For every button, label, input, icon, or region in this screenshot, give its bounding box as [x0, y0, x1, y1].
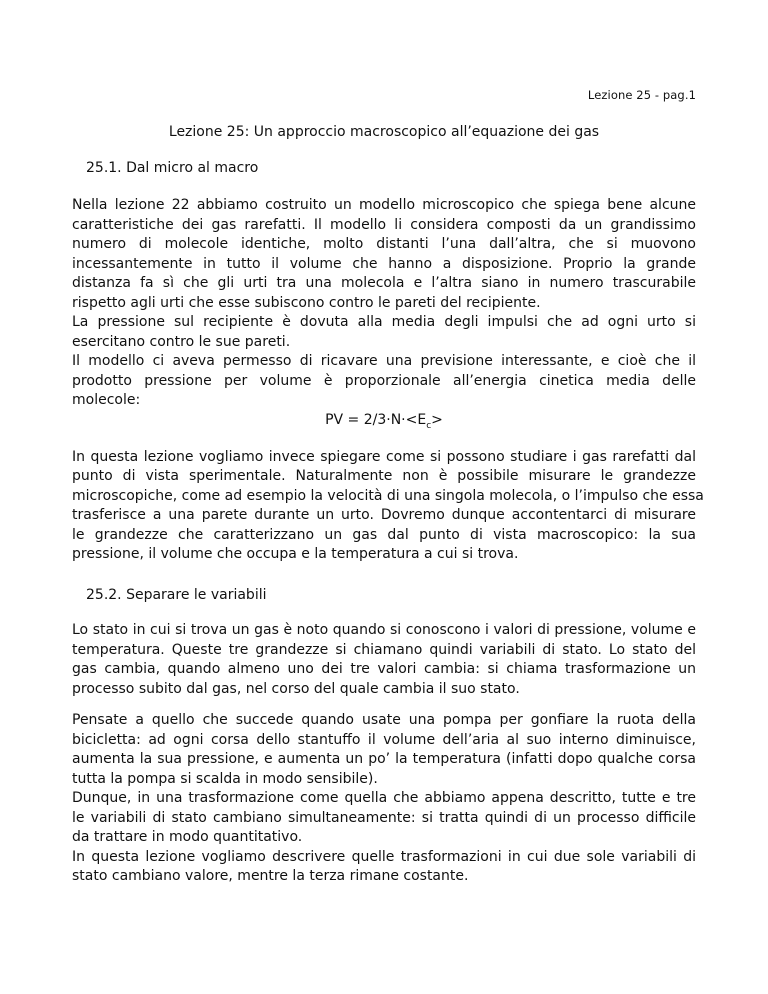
paragraph: [72, 848, 696, 887]
text-line: trasferisce a una parete durante un urto. Dovremo dunque accontentarci di misurare: [72, 507, 696, 524]
paragraph: [72, 448, 704, 565]
text-line: In questa lezione vogliamo descrivere quelle trasformazioni in cui due sole variabili di: [72, 848, 696, 865]
text-line: Pensate a quello che succede quando usate una pompa per gonfiare la ruota della: [72, 712, 696, 728]
text-line: distanza fa sì che gli urti tra una molecola e l’altra siano in numero trascurabile: [72, 275, 696, 291]
text-line: rispetto agli urti che esse subiscono contro le pareti del recipiente.: [72, 294, 541, 311]
page-number-label: Lezione 25 - pag.1: [587, 88, 696, 102]
paragraph: [72, 352, 696, 411]
text-line: punto di vista sperimentale. Naturalmente non è possibile misurare le grandezze: [72, 468, 696, 485]
text-line: tutta la pompa si scalda in modo sensibile).: [72, 770, 378, 787]
section-2-body: [72, 621, 696, 887]
text-line: temperatura. Queste tre grandezze si chiamano quindi variabili di stato. Lo stato del: [72, 641, 696, 658]
text-line: caratteristiche dei gas rarefatti. Il modello li considera composti da un grandissimo: [72, 216, 696, 233]
text-line: Nella lezione 22 abbiamo costruito un modello microscopico che spiega bene alcune: [72, 197, 696, 213]
text-line: le grandezze che caratterizzano un gas dal punto di vista macroscopico: la sua: [72, 526, 696, 543]
text-line: gas cambia, quando almeno uno dei tre valori cambia: si chiama trasformazione un: [72, 661, 696, 677]
paragraph: [72, 789, 696, 848]
text-line: prodotto pressione per volume è proporzionale all’energia cinetica media delle: [72, 372, 696, 389]
text-line: aumenta la sua pressione, e aumenta un po’ la temperatura (infatti dopo qualche corsa: [72, 751, 696, 767]
text-line: processo subito dal gas, nel corso del quale cambia il suo stato.: [72, 680, 520, 697]
text-line: bicicletta: ad ogni corsa dello stantuffo il volume dell’aria al suo interno diminuisce,: [72, 731, 696, 748]
paragraph: [72, 711, 696, 789]
text-line: Lo stato in cui si trova un gas è noto quando si conoscono i valori di pressione, volume e: [72, 622, 696, 638]
text-line: microscopiche, come ad esempio la velocità di una singola molecola, o l’impulso che essa: [72, 487, 704, 504]
section-1-body: [72, 196, 704, 565]
text-line: In questa lezione vogliamo invece spiegare come si possono studiare i gas rarefatti dal: [72, 448, 696, 465]
section-heading-2: 25.2. Separare le variabili: [86, 587, 267, 603]
text-line: da trattare in modo quantitativo.: [72, 829, 303, 845]
text-line: La pressione sul recipiente è dovuta alla media degli impulsi che ad ogni urto si: [72, 314, 696, 330]
text-line: incessantemente in tutto il volume che hanno a disposizione. Proprio la grande: [72, 255, 696, 272]
text-line: numero di molecole identiche, molto distanti l’una dall’altra, che si muovono: [72, 236, 696, 252]
text-line: Il modello ci aveva permesso di ricavare una previsione interessante, e cioè che il: [72, 353, 696, 369]
text-line: esercitano contro le sue pareti.: [72, 333, 291, 350]
paragraph: [72, 621, 696, 699]
text-line: pressione, il volume che occupa e la temperatura a cui si trova.: [72, 546, 519, 563]
section-heading-1: 25.1. Dal micro al macro: [86, 160, 259, 176]
paragraph: [72, 313, 696, 352]
text-line: le variabili di stato cambiano simultaneamente: si tratta quindi di un processo difficile: [72, 809, 696, 826]
formula-line: PV = $2/3\cdot N\cdot<E_c>$: [325, 411, 443, 431]
paragraph: [72, 196, 696, 313]
formula: [72, 411, 696, 436]
text-line: stato cambiano valore, mentre la terza rimane costante.: [72, 868, 469, 884]
text-line: Dunque, in una trasformazione come quella che abbiamo appena descritto, tutte e tre: [72, 790, 696, 806]
text-line: molecole:: [72, 392, 141, 408]
page-title: Lezione 25: Un approccio macroscopico all’equazione dei gas: [168, 124, 600, 140]
